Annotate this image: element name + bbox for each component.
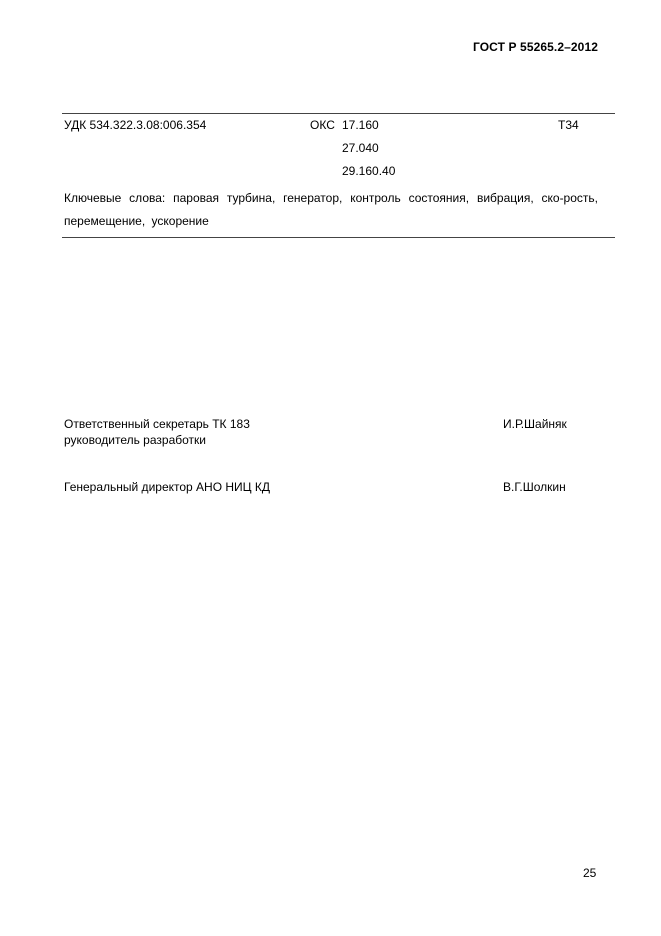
okp-code: Т34 [558, 118, 579, 132]
signatory-name: И.Р.Шайняк [503, 417, 567, 431]
signatory-position: Ответственный секретарь ТК 183 [64, 417, 250, 431]
udk-code: УДК 534.322.3.08:006.354 [64, 118, 207, 132]
page-number: 25 [583, 866, 597, 880]
oks-code: 29.160.40 [342, 164, 396, 178]
signatory-position-line2: руководитель разработки [64, 433, 206, 447]
oks-code: 27.040 [342, 141, 379, 155]
top-rule [62, 113, 615, 114]
oks-code: 17.160 [342, 118, 379, 132]
bottom-rule [62, 237, 615, 238]
signatory-position: Генеральный директор АНО НИЦ КД [64, 480, 270, 494]
signatory-name: В.Г.Шолкин [503, 480, 566, 494]
keywords-text: Ключевые слова: паровая турбина, генератор, контроль состояния, вибрация, ско-рость, перемещение, ускорение [64, 191, 598, 228]
oks-label: ОКС [310, 118, 335, 132]
standard-designation: ГОСТ Р 55265.2–2012 [473, 40, 598, 54]
